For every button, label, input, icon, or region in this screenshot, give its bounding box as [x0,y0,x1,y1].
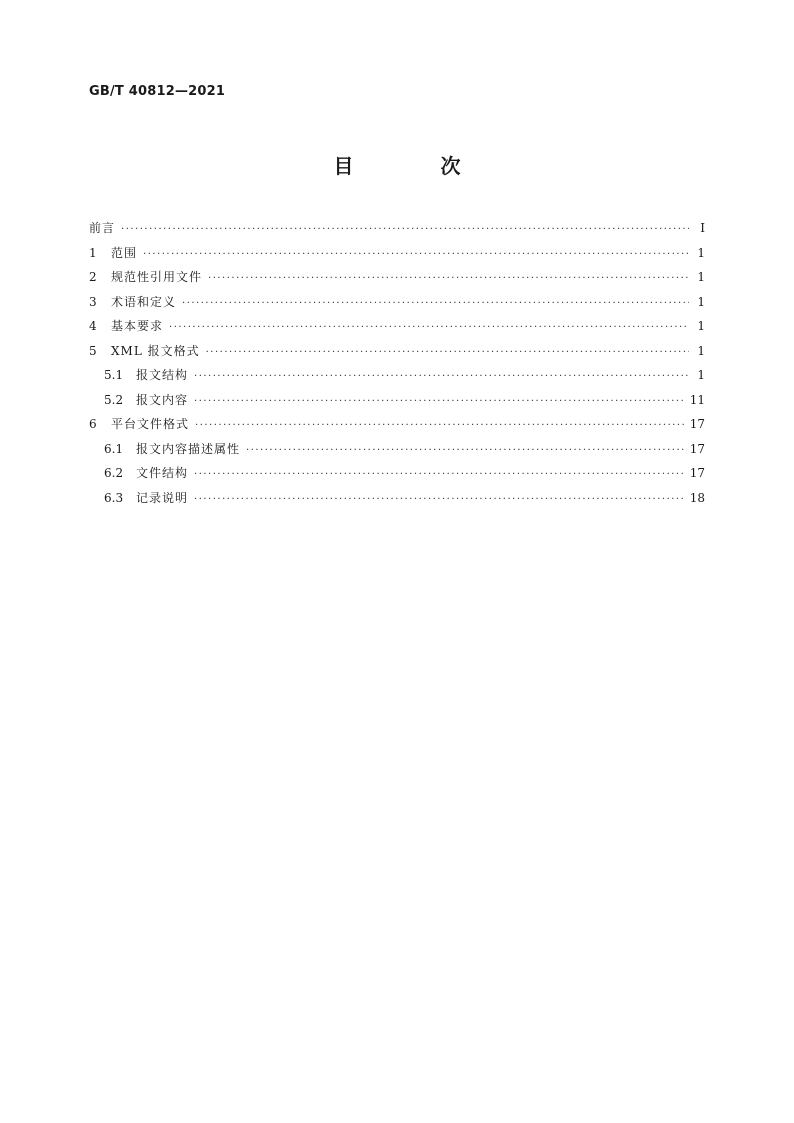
toc-entry-page: 17 [689,466,705,480]
toc-leader-dots [121,218,689,243]
toc-leader-dots [194,488,684,513]
toc-entry-page: 1 [697,245,705,260]
toc-entry-label: 平台文件格式 [111,417,190,431]
toc-entry-page: 18 [689,490,705,505]
toc-entry-number: 6.1 [104,441,124,456]
toc-entry-page: 11 [689,392,705,407]
toc-entry-label: 基本要求 [111,319,164,333]
toc-entry-label: 报文内容 [136,392,189,407]
toc-entry-file-structure[interactable] [89,461,705,486]
toc-entry-record-description[interactable] [89,486,705,511]
toc-entry-number: 6.3 [104,490,124,505]
toc-entry-label: 规范性引用文件 [111,270,203,284]
toc-leader-dots [194,463,684,488]
toc-entry-page: 17 [689,441,705,456]
toc-entry-label: XML 报文格式 [111,343,200,358]
standard-code: GB/T 40812—2021 [89,84,226,99]
toc-leader-dots [246,439,684,464]
toc-entry-number: 4 [89,319,97,333]
toc-entry-scope[interactable] [89,241,705,266]
toc-entry-number: 5.1 [104,368,124,382]
toc-entry-message-structure[interactable] [89,363,705,388]
toc-entry-page: 1 [697,368,705,382]
toc-entry-number: 3 [89,294,97,309]
toc-entry-number: 1 [89,245,97,260]
toc-entry-number: 2 [89,270,97,284]
toc-entry-foreword[interactable] [89,216,705,241]
toc-leader-dots [206,341,689,366]
toc-entry-page: Ⅰ [700,221,705,235]
toc-entry-number: 5 [89,343,97,358]
toc-entry-number: 6.2 [104,466,124,480]
toc-entry-label: 报文结构 [136,368,189,382]
toc-entry-page: 1 [697,343,705,358]
toc-entry-label: 文件结构 [136,466,189,480]
table-of-contents [89,216,705,510]
toc-entry-number: 5.2 [104,392,124,407]
toc-entry-platform-file-format[interactable] [89,412,705,437]
toc-entry-label: 前言 [89,221,116,235]
toc-entry-content-attributes[interactable] [89,437,705,462]
toc-entry-page: 1 [697,319,705,333]
toc-leader-dots [194,365,689,390]
toc-entry-page: 17 [689,417,705,431]
toc-entry-label: 记录说明 [136,490,189,505]
toc-entry-basic-requirements[interactable] [89,314,705,339]
toc-entry-label: 范围 [111,245,138,260]
toc-entry-number: 6 [89,417,97,431]
toc-leader-dots [194,390,684,415]
toc-leader-dots [182,292,689,317]
toc-leader-dots [143,243,689,268]
toc-entry-label: 报文内容描述属性 [136,441,241,456]
toc-entry-page: 1 [697,294,705,309]
toc-entry-message-content[interactable] [89,388,705,413]
toc-leader-dots [208,267,689,292]
toc-entry-label: 术语和定义 [111,294,177,309]
toc-entry-normative-references[interactable] [89,265,705,290]
toc-entry-xml-format[interactable] [89,339,705,364]
toc-leader-dots [195,414,684,439]
toc-entry-page: 1 [697,270,705,284]
page-title: 目 次 [333,154,501,178]
toc-leader-dots [169,316,689,341]
toc-entry-terms-definitions[interactable] [89,290,705,315]
